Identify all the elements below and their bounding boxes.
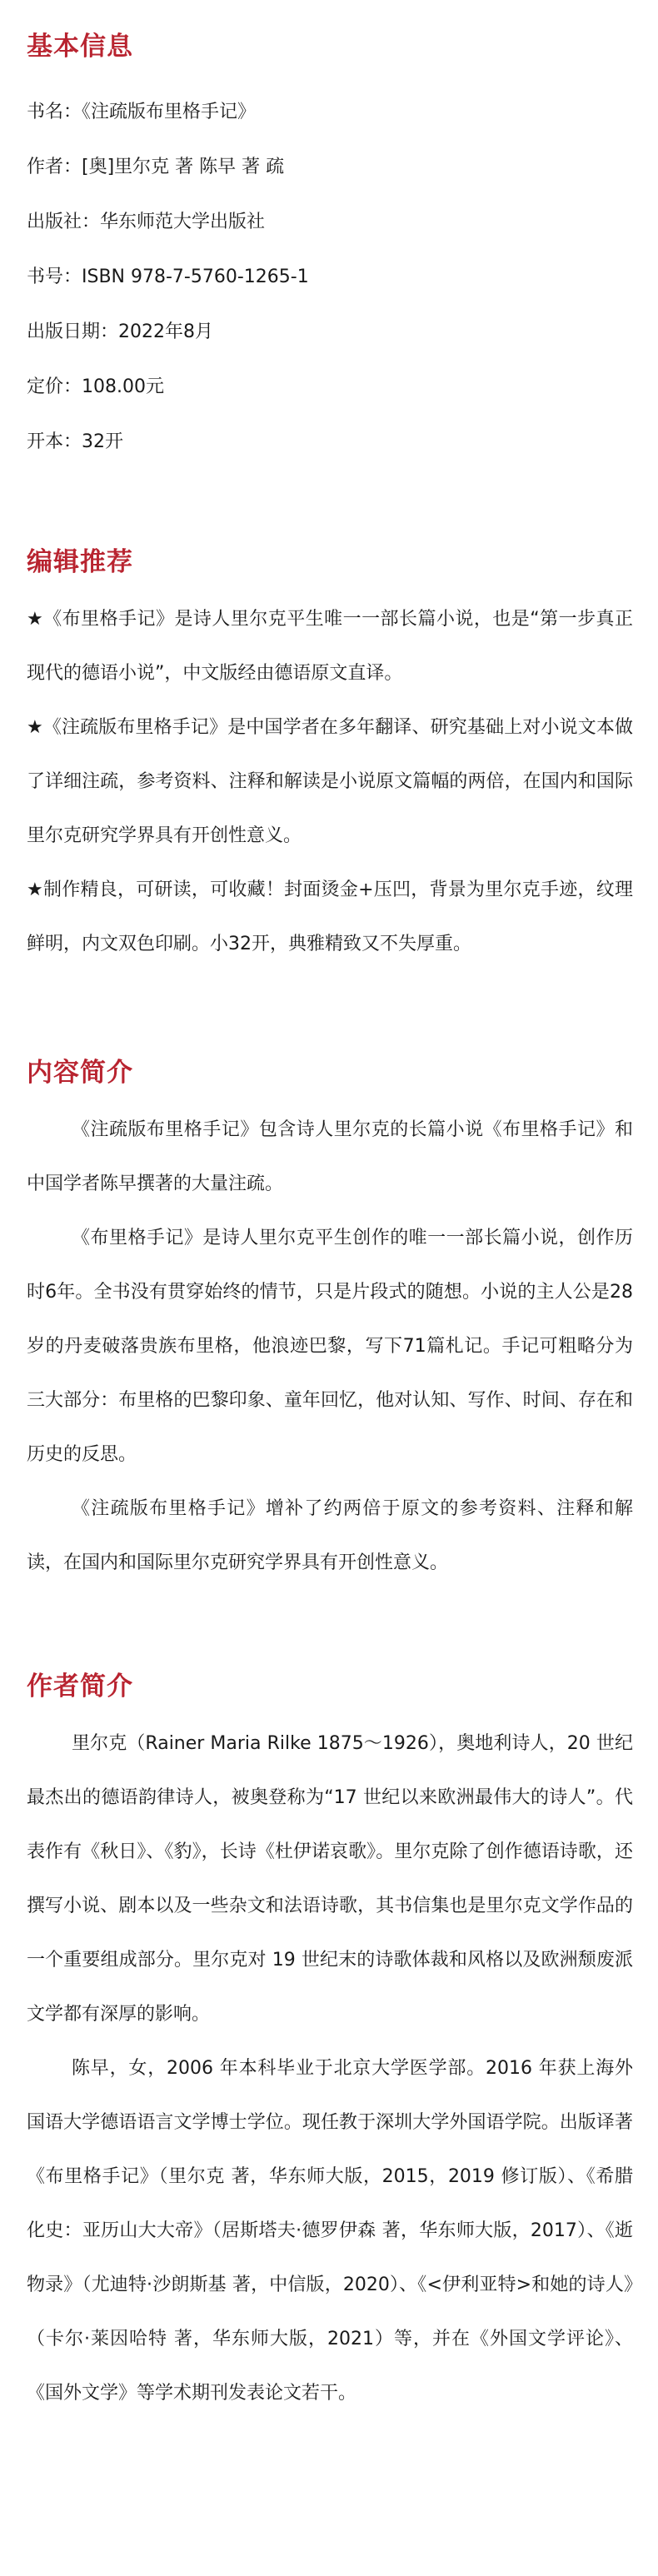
- price-line: 定价：108.00元: [27, 376, 164, 397]
- author-intro-heading: 作者简介: [27, 1672, 133, 1702]
- editor-recommend-section: [27, 546, 633, 971]
- recommend-paragraph: ★制作精良，可研读，可收藏！封面烫金+压凹，背景为里尔克手迹，纹理鲜明，内文双色印刷。小32开，典雅精致又不失厚重。: [27, 879, 633, 954]
- basic-info-section: [27, 30, 633, 452]
- chen-zao-bio-paragraph: 陈早，女，2006 年本科毕业于北京大学医学部。2016 年获上海外国语大学德语语言文学博士学位。现任教于深圳大学外国语学院。出版译著《布里格手记》（里尔克 著，华东师大版，2015，2019 修订版）、《希腊化史：亚历山大大帝》（居斯塔夫·德罗伊森 著，华东师大版，2017）、《逝物录》（尤迪特·沙朗斯基 著，中信版，2020）、《<伊利亚特>和她的诗人》（卡尔·莱因哈特 著，华东师大版，2021）等，并在《外国文学评论》、《国外文学》等学术期刊发表论文若干。: [27, 2058, 633, 2404]
- book-title-line: 书名：《注疏版布里格手记》: [27, 102, 257, 122]
- recommend-paragraph: ★《注疏版布里格手记》是中国学者在多年翻译、研究基础上对小说文本做了详细注疏，参考资料、注释和解读是小说原文篇幅的两倍，在国内和国际里尔克研究学界具有开创性意义。: [27, 717, 633, 846]
- rilke-bio-paragraph: 里尔克（Rainer Maria Rilke 1875～1926），奥地利诗人，20 世纪最杰出的德语韵律诗人，被奥登称为“17 世纪以来欧洲最伟大的诗人”。代表作有《秋日》、《豹》，长诗《杜伊诺哀歌》。里尔克除了创作德语诗歌，还撰写小说、剧本以及一些杂文和法语诗歌，其书信集也是里尔克文学作品的一个重要组成部分。里尔克对 19 世纪末的诗歌体裁和风格以及欧洲颓废派文学都有深厚的影响。: [27, 1733, 633, 2025]
- editor-recommend-heading: 编辑推荐: [27, 547, 133, 577]
- publish-date-line: 出版日期：2022年8月: [27, 321, 213, 342]
- author-line: 作者：[奥]里尔克 著 陈早 著 疏: [27, 157, 285, 177]
- content-intro-heading: 内容简介: [27, 1058, 133, 1088]
- intro-paragraph: 《注疏版布里格手记》包含诗人里尔克的长篇小说《布里格手记》和中国学者陈早撰著的大量注疏。: [27, 1119, 633, 1194]
- author-intro-section: [27, 1670, 633, 2420]
- recommend-paragraph: ★《布里格手记》是诗人里尔克平生唯一一部长篇小说，也是“第一步真正现代的德语小说”，中文版经由德语原文直译。: [27, 609, 633, 684]
- publisher-line: 出版社：华东师范大学出版社: [27, 212, 266, 232]
- format-line: 开本：32开: [27, 431, 123, 452]
- isbn-line: 书号：ISBN 978-7-5760-1265-1: [27, 267, 309, 287]
- intro-paragraph: 《注疏版布里格手记》增补了约两倍于原文的参考资料、注释和解读，在国内和国际里尔克研究学界具有开创性意义。: [27, 1498, 633, 1573]
- basic-info-heading: 基本信息: [27, 32, 133, 62]
- content-intro-section: [27, 1056, 633, 1590]
- intro-paragraph: 《布里格手记》是诗人里尔克平生创作的唯一一部长篇小说，创作历时6年。全书没有贯穿始终的情节，只是片段式的随想。小说的主人公是28岁的丹麦破落贵族布里格，他浪迹巴黎，写下71篇札记。手记可粗略分为三大部分：布里格的巴黎印象、童年回忆，他对认知、写作、时间、存在和历史的反思。: [27, 1228, 633, 1465]
